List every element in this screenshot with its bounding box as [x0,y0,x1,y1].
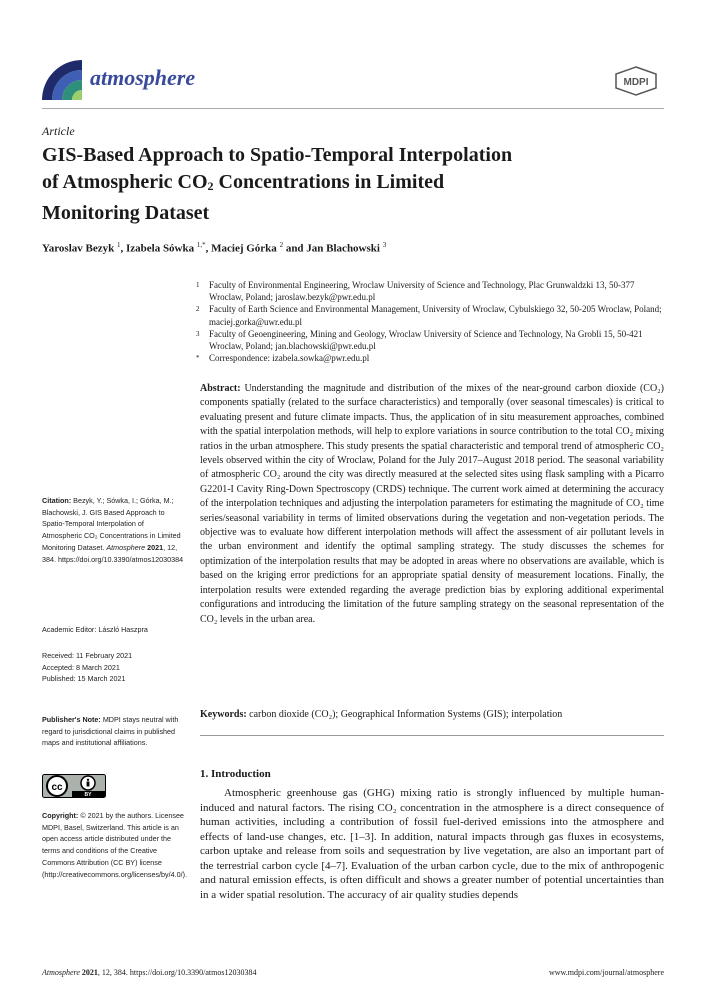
author-3-sup: 2 [279,241,284,249]
date-published: Published: 15 March 2021 [42,674,126,684]
footer-year: 2021 [79,968,98,977]
author-2-sup: 1,* [196,241,206,249]
citation-journal: Atmosphere [106,542,146,552]
footer-citation [42,968,256,977]
correspondence-mark: * [196,354,200,363]
affiliation-3 [196,328,666,352]
abstract-label: Abstract: [200,383,241,394]
abstract-text: Understanding the magnitude and distribution of the mixes of the near-ground carbon dioxide (CO₂) components spatially (related to the surface characteristics) and temporally (over seasonal timescales) is critical to evaluating present and future climate impacts. Thus, the application of in situ measurement approaches, combined with the spatial interpolation methods, will help to explore variations in source contribution to the total CO₂ mixing ratios in the urban atmosphere. This study presents the spatial characteristic and temporal trend of atmospheric CO₂ levels observed within the city of Wroclaw, Poland for the July 2017–August 2018 period. The seasonal variability of atmospheric CO₂ around the city was directly measured at the selected sites using flask sampling with a Picarro G2201-I Cavity Ring-Down Spectroscopy (CRDS) technique. The current work aimed at determining the accuracy of the interpolation techniques and adjusting the interpolation parameters for estimating the magnitude of CO₂ time series/seasonal variability in terms of limited observations during the vegetation and non-vegetation periods. The objective was to evaluate how different interpolation methods will affect the assessment of air pollutant levels in the urban environment and identify the optimal sampling strategy. The study discusses the schemes for optimization of the interpolation results that may be adopted in areas where no observations are available, which is based on the kriging error predictions for an appropriate spatial density of measurement locations. Finally, the interpolation results were extended regarding the average prediction bias by exploring additional experimental configurations and introducing the limitation of the future sampling strategy on the seasonal representation of the CO₂ levels in the urban area. [200,383,664,625]
copyright-label: Copyright: [42,811,79,820]
date-received: Received: 11 February 2021 [42,651,133,660]
journal-name: atmosphere [90,65,196,90]
date-accepted: Accepted: 8 March 2021 [42,662,120,672]
author-1[interactable]: Yaroslav Bezyk [42,242,117,255]
introduction-body [200,786,664,902]
citation-text: Bezyk, Y.; Sówka, I.; Górka, M.; Blachowski, J. GIS Based Approach to Spatio-Temporal Interpolation of Atmospheric CO₂ Concentrations in Limited Monitoring Dataset. [42,496,181,552]
affiliation-2 [196,303,666,327]
title-line-1: GIS-Based Approach to Spatio-Temporal Interpolation [42,144,513,166]
cc-by-label: BY [84,792,92,798]
keywords [200,709,664,720]
affiliations [196,279,666,364]
citation-block [42,495,184,565]
publisher-note-text: MDPI stays neutral with regard to jurisdictional claims in published maps and institutional affiliations. [42,715,179,748]
keywords-label: Keywords: [200,709,247,720]
copyright-text: © 2021 by the authors. Licensee MDPI, Basel, Switzerland. This article is an open access article distributed under the terms and conditions of the Creative Commons Attribution (CC BY) license (http://creativecommons.org/licenses/by/4.0/). [42,811,188,879]
author-3[interactable]: , Maciej Górka [205,242,280,255]
footer-url[interactable]: www.mdpi.com/journal/atmosphere [548,968,664,977]
section-rule [200,735,664,736]
footer-doi[interactable]: , 12, 384. https://doi.org/10.3390/atmos12030384 [97,968,257,977]
academic-editor: Academic Editor: László Haszpra [42,625,148,634]
affiliation-1 [196,279,666,303]
title-line-2 [42,169,652,200]
citation-year: 2021 [147,542,164,552]
publication-dates [42,650,184,685]
citation-doi[interactable]: , 12, 384. https://doi.org/10.3390/atmos12030384 [42,542,184,564]
correspondence [196,352,666,364]
article-type: Article [42,124,75,138]
affiliation-2-num: 2 [196,305,200,314]
affiliation-1-num: 1 [196,281,200,289]
author-4[interactable]: and Jan Blachowski [283,242,383,255]
citation-label: Citation: [42,496,72,505]
cc-by-license-icon[interactable] [42,774,106,798]
journal-logo-icon [42,60,82,100]
svg-text:cc: cc [51,782,63,793]
author-1-sup: 1 [116,241,121,249]
affiliation-3-num: 3 [196,329,200,338]
abstract [200,382,664,627]
affiliation-2-text: Faculty of Earth Science and Environmental Management, University of Wroclaw, Cybulskiego 32, 50-205 Wroclaw, Poland; maciej.gorka@uwr.edu.pl [209,304,662,327]
author-2[interactable]: , Izabela Sówka [120,242,197,255]
header-rule [42,108,664,109]
publisher-note-label: Publisher's Note: [42,715,101,724]
keywords-text: carbon dioxide (CO₂); Geographical Information Systems (GIS); interpolation [246,709,563,720]
section-heading-introduction: 1. Introduction [200,768,271,780]
author-4-sup: 3 [382,241,387,249]
copyright-block [42,810,188,880]
title-subscript: 2 [207,179,214,193]
article-title [42,142,652,227]
mdpi-logo-icon [614,66,658,96]
title-line-2-pre: of Atmospheric CO [42,171,208,193]
title-line-3: Monitoring Dataset [42,202,210,224]
footer-journal: Atmosphere [42,968,80,977]
correspondence-text[interactable]: Correspondence: izabela.sowka@pwr.edu.pl [209,353,370,364]
affiliation-1-text: Faculty of Environmental Engineering, Wroclaw University of Science and Technology, Plac Grunwaldzki 13, 50-377 Wroclaw, Poland; jaroslaw.bezyk@pwr.edu.pl [209,280,635,303]
svg-text:MDPI: MDPI [623,77,649,88]
publisher-note [42,714,184,749]
introduction-paragraph: Atmospheric greenhouse gas (GHG) mixing ratio is strongly influenced by multiple human-induced and natural factors. The rising CO₂ concentration in the atmosphere is a direct consequence of human activities, including a contribution of fossil fuel-derived emissions into the atmosphere and effects of land-use changes, etc. [1–3]. In addition, natural impacts through gas fluxes in ecosystems, carbon uptake and release from soils and sequestration by live vegetation, are also an important part of the terrestrial carbon cycle [4–7]. Evaluation of the urban carbon cycle, due to the mix of anthropogenic and natural emission effects, is often difficult and shows a greater number of potential uncertainties than in a wider spatial resolution. The accuracy of air quality studies depends [200,787,664,901]
author-list [42,241,386,255]
title-line-2-post: Concentrations in Limited [213,171,445,193]
affiliation-3-text: Faculty of Geoengineering, Mining and Geology, Wroclaw University of Science and Technology, Na Grobli 15, 50-421 Wroclaw, Poland; jan.blachowski@pwr.edu.pl [209,328,643,352]
